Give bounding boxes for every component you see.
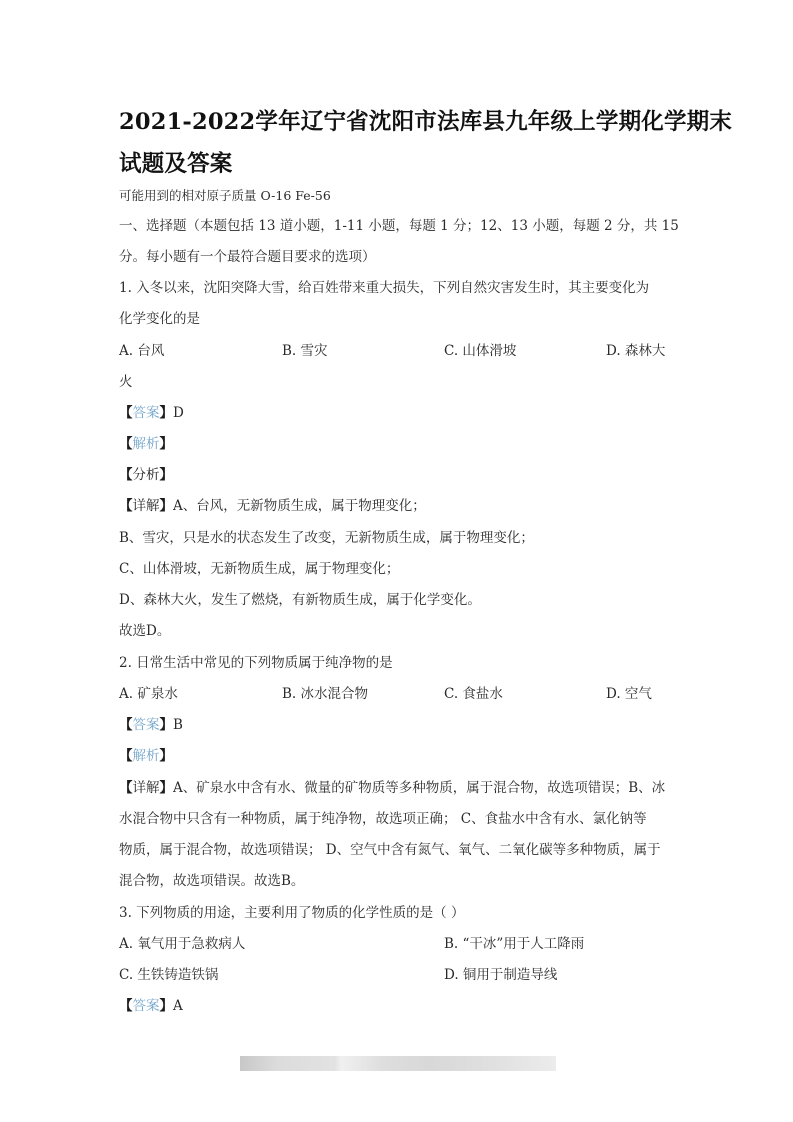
q2-detail-line-2: 水混合物中只含有一种物质，属于纯净物，故选项正确； C、食盐水中含有水、氯化钠等 (119, 811, 647, 827)
bracket-open: 【 (119, 436, 133, 452)
q2-detail-line-3: 物质，属于混合物，故选项错误； D、空气中含有氮气、氧气、二氧化碳等多种物质，属于 (119, 842, 661, 858)
analysis-label: 解析 (132, 436, 160, 452)
q2-analysis-row (119, 747, 689, 765)
bracket-open: 【 (119, 498, 133, 514)
atomic-mass-note: 可能用到的相对原子质量 O-16 Fe-56 (119, 188, 331, 203)
q1-detail-line-1 (119, 497, 689, 515)
bracket-close: 】 (159, 717, 173, 733)
bracket-close: 】 (159, 780, 173, 796)
bracket-close: 】 (159, 467, 173, 483)
q1-options (119, 342, 689, 360)
q3-answer-row (119, 997, 689, 1015)
q2-detail-text-1: A、矿泉水中含有水、微量的矿物质等多种物质，属于混合物，故选项错误；B、冰 (173, 780, 666, 796)
q3-options-row-1 (119, 935, 689, 953)
q1-detail-line-4: D、森林大火，发生了燃烧，有新物质生成，属于化学变化。 (119, 592, 481, 608)
q2-option-a: A. 矿泉水 (119, 686, 178, 702)
analyze-label: 分析 (132, 467, 160, 483)
bracket-close: 】 (159, 405, 173, 421)
q1-answer-row (119, 404, 689, 422)
q2-option-d: D. 空气 (606, 686, 652, 702)
q1-detail-text-1: A、台风，无新物质生成，属于物理变化； (173, 498, 426, 514)
q1-option-c: C. 山体滑坡 (444, 343, 517, 359)
bracket-close: 】 (159, 998, 173, 1014)
q2-answer-row (119, 716, 689, 734)
answer-label: 答案 (132, 998, 160, 1014)
bracket-close: 】 (159, 436, 173, 452)
bracket-open: 【 (119, 780, 133, 796)
document-title-line-1: 2021-2022学年辽宁省沈阳市法库县九年级上学期化学期末 (119, 109, 733, 135)
q2-option-b: B. 冰水混合物 (282, 686, 369, 702)
q1-analyze-row (119, 466, 689, 484)
q2-options (119, 685, 689, 703)
q2-answer-value: B (173, 717, 183, 733)
bracket-open: 【 (119, 717, 133, 733)
q1-stem-line-2: 化学变化的是 (119, 311, 200, 327)
section-heading-line-1: 一、选择题（本题包括 13 道小题，1-11 小题，每题 1 分；12、13 小题，每题 2 分，共 15 (119, 218, 679, 234)
bracket-close: 】 (159, 498, 173, 514)
q3-option-d: D. 铜用于制造导线 (444, 967, 558, 983)
q3-option-c: C. 生铁铸造铁锅 (119, 967, 219, 983)
answer-label: 答案 (132, 717, 160, 733)
answer-label: 答案 (132, 405, 160, 421)
q1-option-d-wrap: 火 (119, 374, 133, 390)
q1-option-d: D. 森林大 (606, 343, 666, 359)
detail-label: 详解 (132, 498, 160, 514)
section-heading-line-2: 分。每小题有一个最符合题目要求的选项） (119, 249, 376, 265)
q1-answer-value: D (173, 405, 184, 421)
q1-stem-line-1: 1. 入冬以来，沈阳突降大雪，给百姓带来重大损失，下列自然灾害发生时，其主要变化为 (119, 280, 650, 296)
q2-detail-line-4: 混合物，故选项错误。故选B。 (119, 873, 305, 889)
document-title-line-2: 试题及答案 (119, 151, 233, 177)
q3-option-b: B. “干冰”用于人工降雨 (444, 936, 585, 952)
q1-conclusion: 故选D。 (119, 623, 171, 639)
q3-options-row-2 (119, 966, 689, 984)
bracket-open: 【 (119, 405, 133, 421)
q3-stem: 3. 下列物质的用途，主要利用了物质的化学性质的是（ ） (119, 905, 465, 921)
q1-detail-line-3: C、山体滑坡，无新物质生成，属于物理变化； (119, 561, 400, 577)
q2-option-c: C. 食盐水 (444, 686, 503, 702)
q1-analysis-row (119, 435, 689, 453)
bracket-open: 【 (119, 467, 133, 483)
q1-option-a: A. 台风 (119, 343, 165, 359)
analysis-label: 解析 (132, 748, 160, 764)
q1-detail-line-2: B、雪灾，只是水的状态发生了改变，无新物质生成，属于物理变化； (119, 530, 534, 546)
q3-answer-value: A (173, 998, 183, 1014)
q3-option-a: A. 氧气用于急救病人 (119, 936, 246, 952)
q1-option-b: B. 雪灾 (282, 343, 328, 359)
bracket-open: 【 (119, 998, 133, 1014)
detail-label: 详解 (132, 780, 160, 796)
blurred-footer-watermark (240, 1056, 556, 1071)
bracket-open: 【 (119, 748, 133, 764)
bracket-close: 】 (159, 748, 173, 764)
q2-stem: 2. 日常生活中常见的下列物质属于纯净物的是 (119, 655, 393, 671)
q2-detail-line-1 (119, 779, 689, 797)
